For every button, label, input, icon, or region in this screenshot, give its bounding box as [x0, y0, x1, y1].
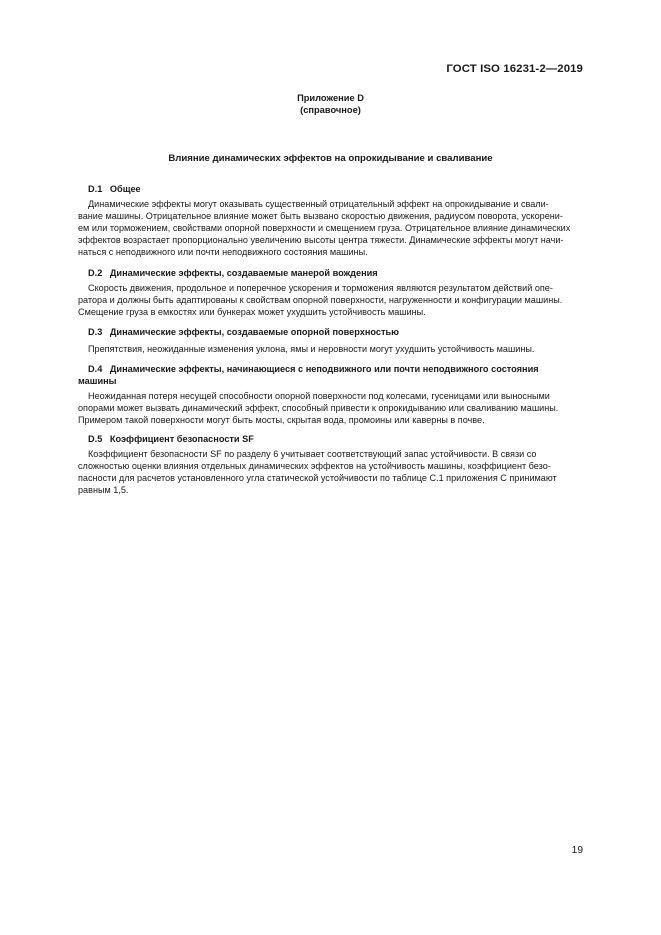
section-title: Динамические эффекты, начинающиеся с неподвижного или почти неподвижного состояния	[109, 364, 539, 374]
paragraph-line: ратора и должны быть адаптированы к свойствам опорной поверхности, нагруженности и конфигурации машины.	[78, 295, 563, 306]
section-heading	[88, 363, 584, 375]
paragraph-line: эффектов возрастает пропорционально увеличению высоты центра тяжести. Динамические эффекты могут начи-	[78, 235, 564, 246]
annex-label: Приложение D	[297, 93, 364, 103]
paragraph-line: наться с неподвижного или почти неподвижного состояния машины.	[78, 247, 368, 258]
section-paragraph	[78, 282, 584, 318]
paragraph-line: пасности для расчетов установленного угла статической устойчивости по таблице С.1 приложения С принимают	[78, 473, 557, 484]
page-number: 19	[571, 845, 583, 856]
annex-heading	[0, 92, 661, 116]
paragraph-line: вание машины. Отрицательное влияние может быть вызвано скоростью движения, радиусом поворота, ускорени-	[78, 211, 563, 222]
section-paragraph	[78, 390, 584, 426]
section-heading	[88, 267, 584, 279]
section-heading-continuation: машины	[78, 376, 117, 386]
section-title: Общее	[109, 184, 141, 194]
section-number: D.1	[88, 184, 103, 194]
annex-title: Влияние динамических эффектов на опрокидывание и сваливание	[168, 153, 493, 164]
paragraph-line: Смещение груза в емкостях или бункерах может ухудшить устойчивость машины.	[78, 307, 426, 318]
section-d1	[78, 183, 584, 258]
paragraph-line: ем или торможением, свойствами опорной поверхности и смещением груза. Отрицательное влияние динамических	[78, 223, 571, 234]
section-title: Коэффициент безопасности SF	[109, 434, 254, 444]
paragraph-line: Препятствия, неожиданные изменения уклона, ямы и неровности могут ухудшить устойчивость машины.	[88, 344, 535, 354]
section-d2	[78, 267, 584, 318]
section-heading	[88, 433, 584, 445]
paragraph-line: Динамические эффекты могут оказывать существенный отрицательный эффект на опрокидывание и свали-	[88, 199, 549, 209]
section-number: D.4	[88, 364, 103, 374]
paragraph-line: равным 1,5.	[78, 485, 129, 496]
paragraph-line: опорами может вызвать динамический эффект, способный привести к опрокидыванию или сваливанию машины.	[78, 403, 559, 414]
section-paragraph	[78, 198, 584, 258]
paragraph-line: Примером такой поверхности могут быть мосты, скрытая вода, промоины или каверны в почве.	[78, 415, 485, 426]
section-d4	[78, 363, 584, 426]
section-title: Динамические эффекты, создаваемые манерой вождения	[109, 268, 378, 278]
section-paragraph	[88, 343, 584, 355]
paragraph-line: Скорость движения, продольное и поперечное ускорения и торможения являются результатом действий опе-	[88, 283, 553, 293]
section-heading	[88, 326, 584, 338]
section-heading	[88, 183, 584, 195]
paragraph-line: сложностью оценки влияния отдельных динамических эффектов на устойчивость машины, коэффициент безо-	[78, 461, 551, 472]
section-d5	[78, 433, 584, 496]
section-d3	[78, 326, 584, 355]
section-title: Динамические эффекты, создаваемые опорной поверхностью	[109, 327, 400, 337]
section-paragraph	[78, 448, 584, 496]
document-code: ГОСТ ISO 16231-2—2019	[446, 63, 583, 75]
paragraph-line: Коэффициент безопасности SF по разделу 6 учитывает соответствующий запас устойчивости. В связи со	[88, 449, 537, 459]
annex-type: (справочное)	[300, 105, 361, 115]
section-number: D.5	[88, 434, 103, 444]
section-number: D.3	[88, 327, 103, 337]
section-number: D.2	[88, 268, 103, 278]
paragraph-line: Неожиданная потеря несущей способности опорной поверхности под колесами, гусеницами или выносными	[88, 391, 550, 401]
